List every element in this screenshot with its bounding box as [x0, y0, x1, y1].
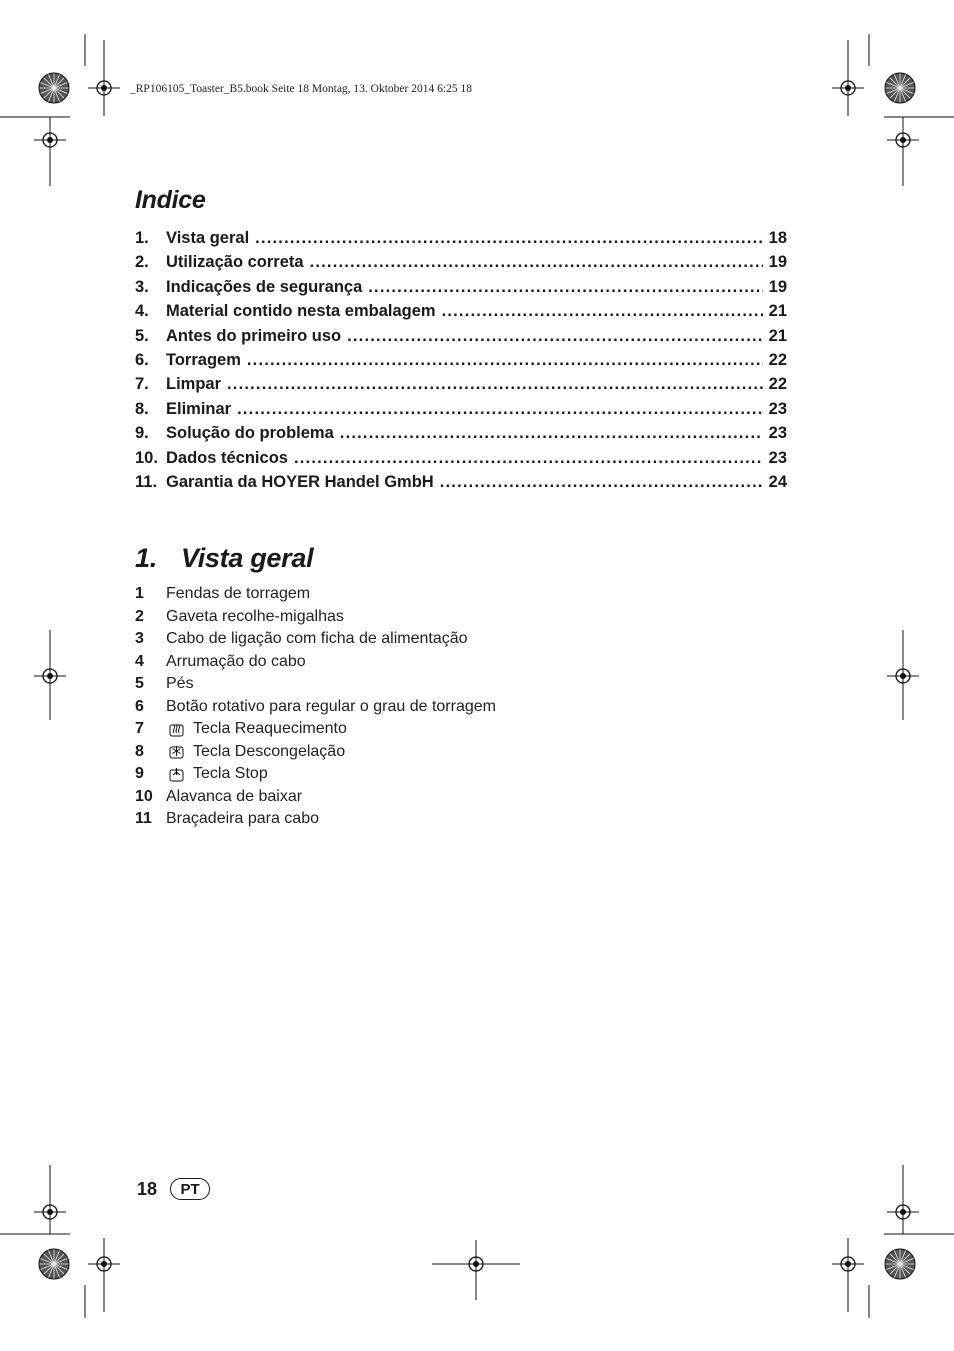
part-number: 5 [135, 675, 144, 693]
toc-entry-title: Garantia da HOYER Handel GmbH [166, 472, 434, 491]
toc-leader-dots [442, 302, 763, 321]
part-label: Alavanca de baixar [166, 787, 303, 805]
section-number: 1. [135, 543, 157, 573]
list-item [135, 808, 735, 831]
toc-entry-page: 22 [768, 375, 787, 394]
toc-entry-number: 10. [135, 448, 158, 467]
toc-entry[interactable] [135, 424, 787, 448]
toc-entry[interactable] [135, 400, 787, 424]
toc-entry-number: 2. [135, 253, 149, 272]
part-label: Fendas de torragem [166, 585, 311, 603]
toc-entry-page: 23 [768, 399, 787, 418]
toc-entry[interactable] [135, 375, 787, 399]
toc-leader-dots [340, 424, 763, 443]
page-number: 18 [137, 1178, 158, 1199]
stop-icon [169, 767, 184, 782]
toc-entry-title: Limpar [166, 375, 222, 394]
toc-entry[interactable] [135, 351, 787, 375]
toc-entry[interactable] [135, 253, 787, 277]
part-label: Braçadeira para cabo [166, 810, 319, 828]
toc-entry-title: Dados técnicos [166, 448, 288, 467]
part-label: Tecla Stop [193, 765, 268, 783]
toc-entry-page: 22 [768, 350, 787, 369]
part-label: Tecla Descongelação [193, 742, 346, 760]
part-number: 11 [135, 810, 152, 828]
table-of-contents [135, 229, 787, 497]
toc-entry-page: 19 [768, 253, 787, 272]
part-number: 9 [135, 765, 144, 783]
part-label: Gaveta recolhe-migalhas [166, 607, 344, 625]
toc-entry-title: Eliminar [166, 399, 232, 418]
part-label: Cabo de ligação com ficha de alimentação [166, 630, 468, 648]
list-item [135, 763, 735, 786]
toc-entry-number: 3. [135, 277, 149, 296]
part-label: Pés [166, 675, 194, 693]
list-item [135, 718, 735, 741]
toc-entry-title: Solução do problema [166, 424, 334, 443]
part-number: 8 [135, 742, 144, 760]
toc-entry-title: Indicações de segurança [166, 277, 363, 296]
list-item [135, 583, 735, 606]
toc-entry-number: 7. [135, 375, 149, 394]
section-heading [135, 543, 313, 574]
list-item [135, 651, 735, 674]
toc-leader-dots [247, 351, 763, 370]
toc-entry-number: 6. [135, 350, 149, 369]
part-number: 2 [135, 607, 144, 625]
toc-leader-dots [227, 375, 763, 394]
toc-entry-title: Vista geral [166, 229, 250, 247]
toc-entry-title: Torragem [166, 350, 241, 369]
toc-entry-number: 5. [135, 326, 149, 345]
toc-entry[interactable] [135, 449, 787, 473]
parts-list [135, 583, 735, 831]
toc-entry-page: 19 [768, 277, 787, 296]
toc-entry-page: 23 [768, 424, 787, 443]
toc-leader-dots [237, 400, 763, 419]
toc-entry-title: Utilização correta [166, 253, 304, 272]
list-item [135, 741, 735, 764]
list-item [135, 696, 735, 719]
toc-entry[interactable] [135, 327, 787, 351]
part-number: 1 [135, 585, 144, 603]
toc-entry-number: 9. [135, 424, 149, 443]
list-item [135, 606, 735, 629]
print-file-info: _RP106105_Toaster_B5.book Seite 18 Montag, 13. Oktober 2014 6:25 18 [130, 83, 472, 95]
toc-entry-number: 4. [135, 302, 149, 321]
toc-leader-dots [294, 449, 763, 468]
toc-entry[interactable] [135, 302, 787, 326]
toc-leader-dots [440, 473, 763, 492]
toc-entry[interactable] [135, 473, 787, 497]
toc-leader-dots [255, 229, 762, 248]
toc-entry[interactable] [135, 229, 787, 253]
page-footer [137, 1178, 210, 1200]
toc-entry-page: 24 [768, 472, 787, 491]
toc-entry-page: 23 [768, 448, 787, 467]
toc-leader-dots [368, 278, 762, 297]
part-number: 10 [135, 787, 153, 805]
toc-entry-page: 18 [768, 229, 787, 247]
toc-entry-number: 11. [135, 472, 158, 491]
part-number: 6 [135, 697, 144, 715]
reheat-icon [169, 722, 184, 737]
toc-heading: Indice [135, 186, 206, 214]
toc-entry-number: 8. [135, 399, 149, 418]
language-badge: PT [170, 1178, 210, 1200]
part-label: Tecla Reaquecimento [193, 720, 347, 738]
toc-entry[interactable] [135, 278, 787, 302]
toc-entry-title: Antes do primeiro uso [166, 326, 342, 345]
part-label: Botão rotativo para regular o grau de torragem [166, 697, 496, 715]
section-title: Vista geral [181, 543, 314, 573]
toc-entry-page: 21 [768, 326, 787, 345]
list-item [135, 786, 735, 809]
toc-leader-dots [310, 253, 763, 272]
toc-leader-dots [347, 327, 763, 346]
defrost-icon [169, 744, 184, 759]
part-number: 7 [135, 720, 144, 738]
toc-entry-number: 1. [135, 229, 149, 247]
list-item [135, 628, 735, 651]
part-number: 4 [135, 652, 144, 670]
part-label: Arrumação do cabo [166, 652, 306, 670]
part-number: 3 [135, 630, 144, 648]
list-item [135, 673, 735, 696]
toc-entry-title: Material contido nesta embalagem [166, 302, 436, 321]
toc-entry-page: 21 [768, 302, 787, 321]
